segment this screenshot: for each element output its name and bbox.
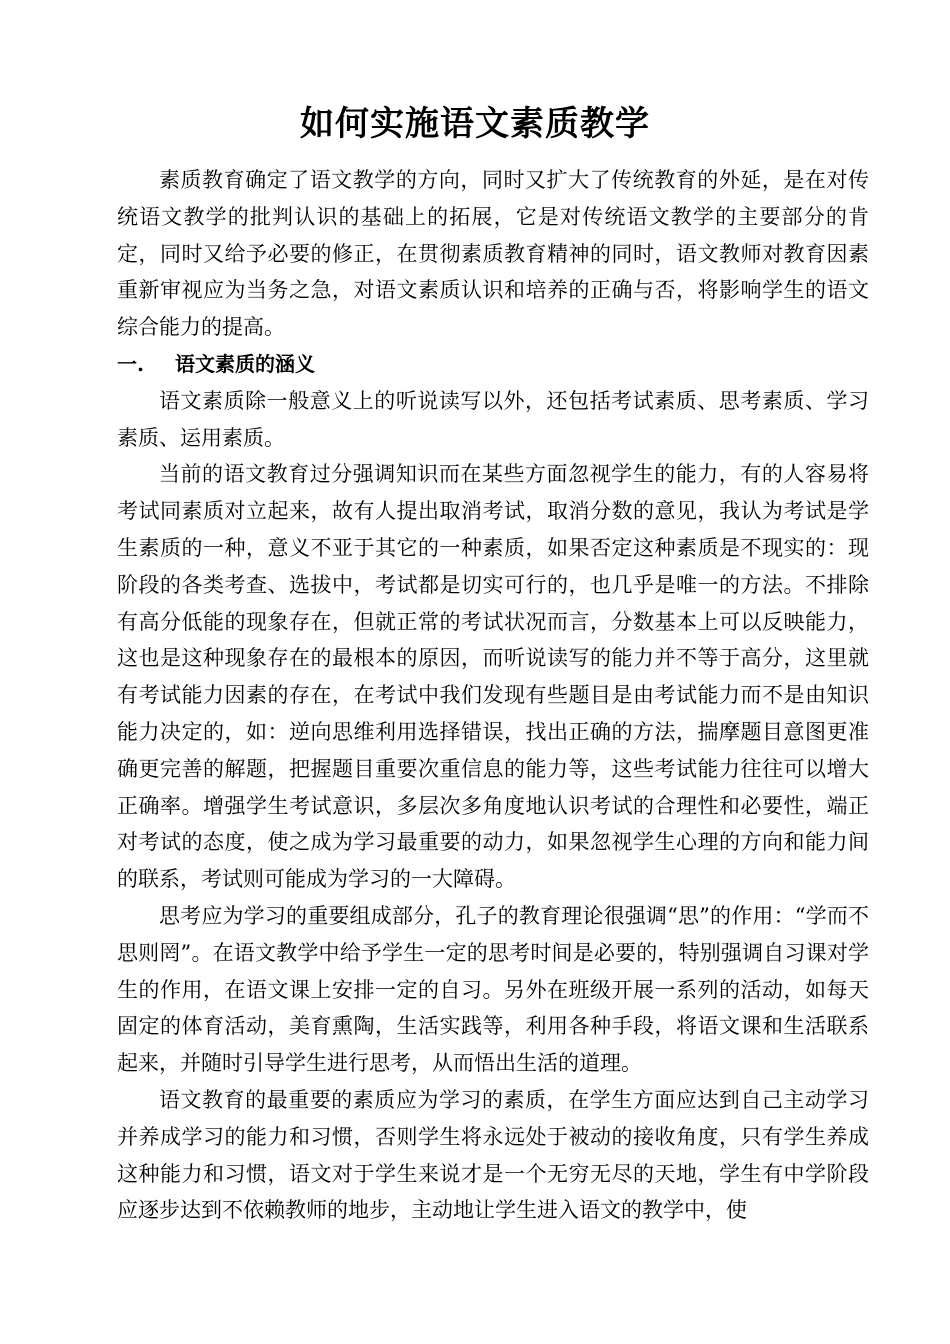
paragraph-1: 语文素质除一般意义上的听说读写以外，还包括考试素质、思考素质、学习素质、运用素质。 — [117, 388, 869, 450]
paragraph-2: 当前的语文教育过分强调知识而在某些方面忽视学生的能力，有的人容易将考试同素质对立起来，故有人提出取消考试，取消分数的意见，我认为考试是学生素质的一种，意义不亚于其它的一种素质，如果否定这种素质是不现实的：现阶段的各类考查、选拔中，考试都是切实可行的，也几乎是唯一的方法。不排除有高分低能的现象存在，但就正常的考试状况而言，分数基本上可以反映能力，这也是这种现象存在的最根本的原因，而听说读写的能力并不等于高分，这里就有考试能力因素的存在，在考试中我们发现有些题目是由考试能力而不是由知识能力决定的，如：逆向思维利用选择错误，找出正确的方法，揣摩题目意图更准确更完善的解题，把握题目重要次重信息的能力等，这些考试能力往往可以增大正确率。增强学生考试意识，多层次多角度地认识考试的合理性和必要性，端正对考试的态度，使之成为学习最重要的动力，如果忽视学生心理的方向和能力间的联系，考试则可能成为学习的一大障碍。 — [117, 462, 869, 892]
section-heading — [117, 346, 869, 383]
document-body — [117, 162, 869, 1229]
paragraph-4: 语文教育的最重要的素质应为学习的素质，在学生方面应达到自己主动学习并养成学习的能力和习惯，否则学生将永远处于被动的接收角度，只有学生养成这种能力和习惯，语文对于学生来说才是一个无穷无尽的天地，学生有中学阶段应逐步达到不依赖教师的地步，主动地让学生进入语文的教学中，使 — [117, 1087, 869, 1223]
paragraph-3: 思考应为学习的重要组成部分，孔子的教育理论很强调“思”的作用：“学而不思则罔”。在语文教学中给予学生一定的思考时间是必要的，特别强调自习课对学生的作用，在语文课上安排一定的自习。另外在班级开展一系列的活动，如每天固定的体育活动，美育熏陶，生活实践等，利用各种手段，将语文课和生活联系起来，并随时引导学生进行思考，从而悟出生活的道理。 — [117, 903, 869, 1076]
intro-paragraph: 素质教育确定了语文教学的方向，同时又扩大了传统教育的外延，是在对传统语文教学的批判认识的基础上的拓展，它是对传统语文教学的主要部分的肯定，同时又给予必要的修正，在贯彻素质教育精神的同时，语文教师对教育因素重新审视应为当务之急，对语文素质认识和培养的正确与否，将影响学生的语文综合能力的提高。 — [117, 168, 869, 340]
section-number: 一. — [117, 351, 144, 376]
section-title: 语文素质的涵义 — [175, 351, 315, 376]
document-title: 如何实施语文素质教学 — [300, 104, 650, 144]
